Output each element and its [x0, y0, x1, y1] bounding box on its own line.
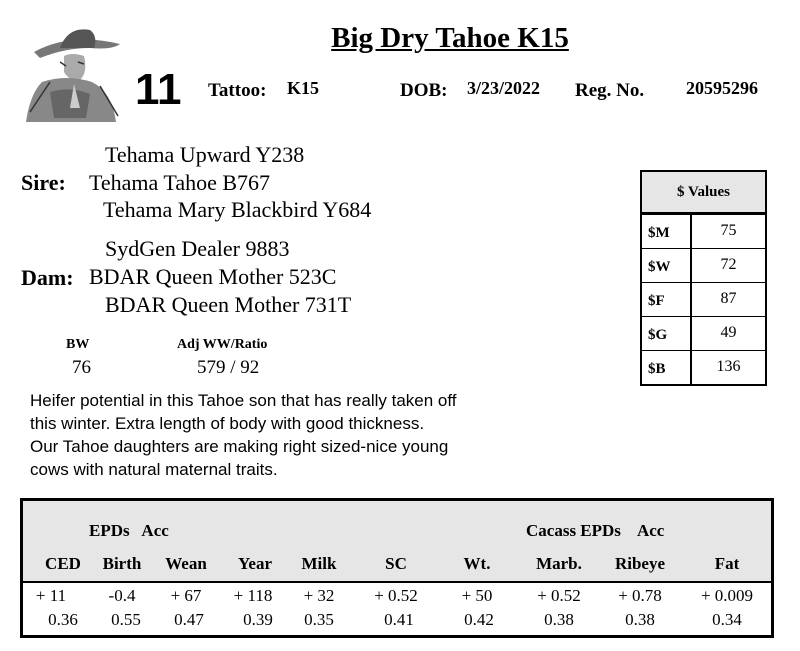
epd-value: + 0.52 [537, 586, 581, 605]
acc-value: 0.41 [384, 610, 414, 629]
tattoo-value: K15 [287, 78, 320, 98]
acc-value: 0.47 [174, 610, 204, 629]
table-row [642, 282, 765, 316]
index-label: $M [642, 215, 692, 248]
dollar-values-header: $ Values [642, 172, 765, 214]
description-line: cows with natural maternal traits. [30, 460, 278, 479]
column-header: SC [385, 554, 407, 573]
reg-value: 20595296 [686, 78, 758, 98]
index-label: $G [642, 317, 692, 350]
table-row [642, 316, 765, 350]
dam-label: Dam: [21, 265, 74, 290]
column-header: Fat [714, 554, 740, 573]
index-value: 75 [720, 222, 737, 239]
dob-label: DOB: [400, 80, 448, 101]
bw-label: BW [66, 337, 90, 352]
description-line: this winter. Extra length of body with good thickness. [30, 414, 425, 433]
table-row [642, 248, 765, 282]
index-label: $B [642, 351, 692, 384]
sire-sire: Tehama Upward Y238 [105, 142, 305, 167]
index-value: 49 [720, 324, 737, 341]
dob-value: 3/23/2022 [467, 78, 541, 98]
sire-label: Sire: [21, 170, 66, 195]
epd-value: + 0.78 [618, 586, 662, 605]
reg-label: Reg. No. [575, 80, 645, 101]
epd-value: + 0.52 [374, 586, 418, 605]
sire-dam: Tehama Mary Blackbird Y684 [103, 197, 372, 222]
cowboy-logo-image [20, 22, 128, 124]
sire-name: Tehama Tahoe B767 [89, 170, 271, 195]
acc-value: 0.38 [544, 610, 574, 629]
column-header: CED [45, 554, 81, 573]
column-header: Birth [102, 554, 142, 573]
dollar-values-table [640, 170, 767, 386]
epd-value: + 50 [461, 586, 493, 605]
page-title: Big Dry Tahoe K15 [331, 22, 569, 54]
index-value: 72 [720, 256, 737, 273]
epd-group-label: EPDs Acc [89, 521, 169, 540]
column-header: Wt. [463, 554, 491, 573]
table-row [642, 350, 765, 384]
index-label: $W [642, 249, 692, 282]
acc-value: 0.34 [712, 610, 742, 629]
acc-value: 0.36 [48, 610, 78, 629]
dam-name: BDAR Queen Mother 523C [89, 264, 337, 289]
description-line: Our Tahoe daughters are making right sized-nice young [30, 437, 449, 456]
bw-value: 76 [72, 357, 91, 378]
column-header: Wean [165, 554, 207, 573]
dam-dam: BDAR Queen Mother 731T [105, 292, 352, 317]
index-label: $F [642, 283, 692, 316]
acc-value: 0.55 [111, 610, 141, 629]
epd-value: + 67 [170, 586, 202, 605]
epd-value: + 0.009 [700, 586, 754, 605]
column-header: Ribeye [614, 554, 666, 573]
epd-value: + 118 [233, 586, 273, 605]
lot-number: 11 [135, 65, 182, 114]
epd-value: + 32 [303, 586, 335, 605]
tattoo-label: Tattoo: [208, 80, 267, 101]
carcass-group-label: Cacass EPDs Acc [526, 521, 665, 540]
index-value: 87 [720, 290, 737, 307]
dam-sire: SydGen Dealer 9883 [105, 236, 290, 261]
acc-value: 0.42 [464, 610, 494, 629]
acc-value: 0.39 [243, 610, 273, 629]
table-row [642, 214, 765, 248]
acc-value: 0.38 [625, 610, 655, 629]
index-value: 136 [716, 358, 741, 375]
epd-table [20, 498, 774, 638]
column-header: Year [238, 554, 272, 573]
column-header: Marb. [536, 554, 582, 573]
ww-label: Adj WW/Ratio [177, 337, 268, 352]
epd-value: -0.4 [108, 586, 136, 605]
ww-value: 579 / 92 [197, 357, 260, 378]
column-header: Milk [301, 554, 337, 573]
epd-value: + 11 [35, 586, 67, 605]
acc-value: 0.35 [304, 610, 334, 629]
description-line: Heifer potential in this Tahoe son that has really taken off [30, 391, 457, 410]
description [30, 389, 530, 481]
